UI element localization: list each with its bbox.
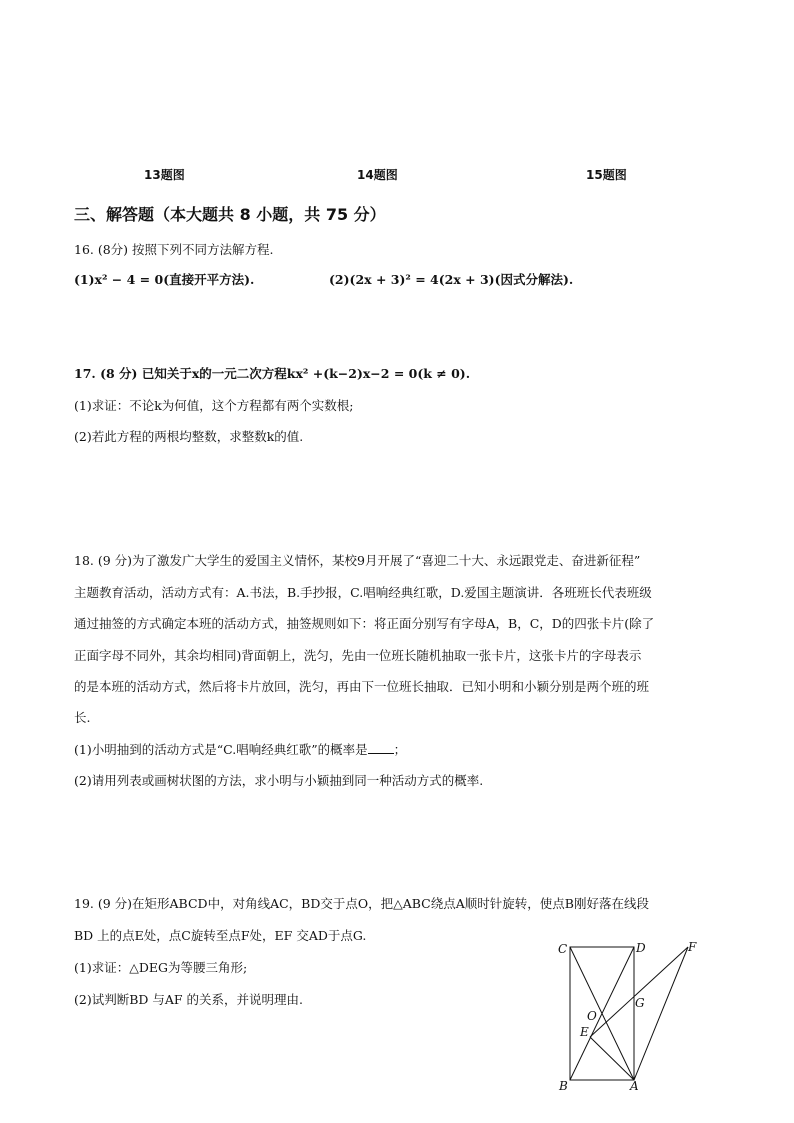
q19-part1: (1)求证：△DEG为等腰三角形; bbox=[74, 960, 248, 975]
q17-head: 17. (8 分) 已知关于x的一元二次方程kx² +(k−2)x−2 = 0(k ≠ 0). bbox=[74, 366, 471, 381]
q18-line-3: 通过抽签的方式确定本班的活动方式，抽签规则如下：将正面分别写有字母A，B，C，D的四张卡片(除了 bbox=[74, 616, 655, 631]
label-o: O bbox=[587, 1009, 597, 1023]
q18-line-6: 长. bbox=[74, 710, 91, 725]
q18-line-4: 正面字母不同外，其余均相同)背面朝上，洗匀，先由一位班长随机抽取一张卡片，这张卡片的字母表示 bbox=[74, 648, 642, 663]
q16-part1: (1)x² − 4 = 0(直接开平方法). bbox=[74, 272, 255, 287]
rectangle-rotation-figure bbox=[550, 935, 710, 1095]
q16-part2: (2)(2x + 3)² = 4(2x + 3)(因式分解法). bbox=[329, 272, 574, 287]
section-title: 三、解答题（本大题共 8 小题，共 75 分） bbox=[74, 205, 386, 224]
q19-line-2: BD 上的点E处，点C旋转至点F处，EF 交AD于点G. bbox=[74, 928, 367, 943]
label-b: B bbox=[559, 1079, 568, 1093]
label-d: D bbox=[636, 941, 646, 955]
segment-af bbox=[634, 947, 688, 1080]
label-c: C bbox=[558, 942, 568, 956]
q18-part1 bbox=[74, 740, 406, 758]
q18-part1-text: (1)小明抽到的活动方式是“C.唱响经典红歌”的概率是 bbox=[74, 742, 368, 757]
q17-part1: (1)求证：不论k为何值，这个方程都有两个实数根; bbox=[74, 398, 354, 413]
q19-line-1: 19. (9 分)在矩形ABCD中，对角线AC，BD交于点O，把△ABC绕点A顺时针旋转，使点B刚好落在线段 bbox=[74, 896, 649, 911]
caption-fig-14: 14题图 bbox=[357, 168, 398, 182]
label-a: A bbox=[630, 1079, 639, 1093]
q18-part2: (2)请用列表或画树状图的方法，求小明与小颖抽到同一种活动方式的概率. bbox=[74, 773, 484, 788]
answer-blank bbox=[368, 741, 394, 754]
segment-ef bbox=[590, 947, 688, 1037]
q17-part2: (2)若此方程的两根均整数，求整数k的值. bbox=[74, 429, 304, 444]
q18-line-1: 18. (9 分)为了激发广大学生的爱国主义情怀，某校9月开展了“喜迎二十大、永远跟党走、奋进新征程” bbox=[74, 553, 641, 568]
label-g: G bbox=[635, 996, 645, 1010]
label-f: F bbox=[688, 940, 697, 954]
q19-part2: (2)试判断BD 与AF 的关系，并说明理由. bbox=[74, 992, 304, 1007]
segment-ae bbox=[590, 1037, 634, 1080]
label-e: E bbox=[580, 1025, 589, 1039]
q18-line-5: 的是本班的活动方式，然后将卡片放回，洗匀，再由下一位班长抽取．已知小明和小颖分别是两个班的班 bbox=[74, 679, 650, 694]
caption-fig-15: 15题图 bbox=[586, 168, 627, 182]
caption-fig-13: 13题图 bbox=[144, 168, 185, 182]
q18-line-2: 主题教育活动，活动方式有：A.书法，B.手抄报，C.唱响经典红歌，D.爱国主题演讲．各班班长代表班级 bbox=[74, 585, 652, 600]
q16-head: 16. (8分) 按照下列不同方法解方程. bbox=[74, 242, 274, 257]
q18-part1-end: ； bbox=[393, 742, 407, 757]
